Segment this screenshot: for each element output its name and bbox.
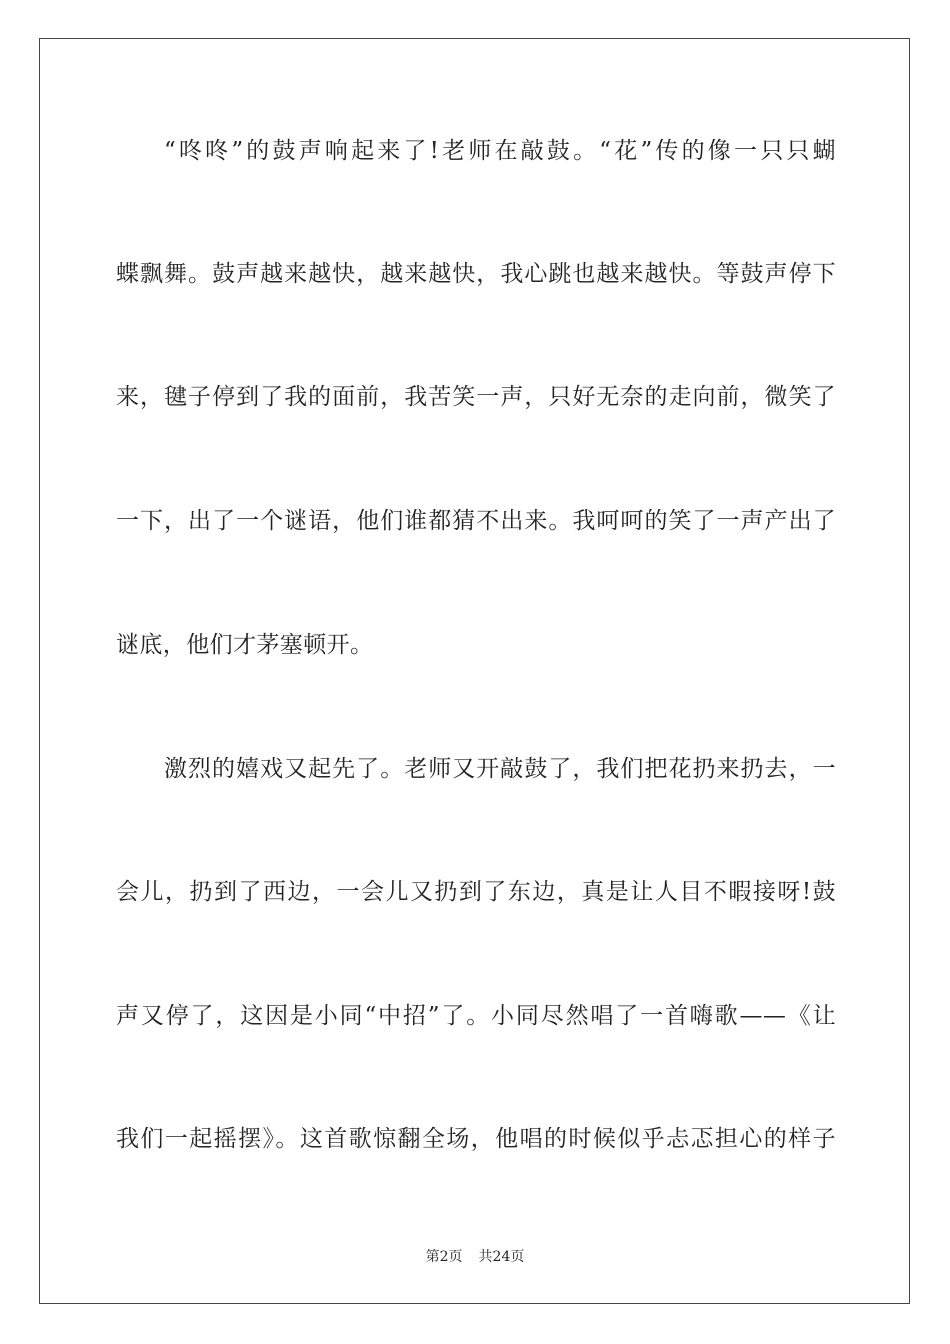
paragraph-1-line-4: 一下，出了一个谜语，他们谁都猜不出来。我呵呵的笑了一声产出了 [116,508,836,534]
paragraph-2-line-1: 激烈的嬉戏又起先了。老师又开敲鼓了，我们把花扔来扔去，一 [164,756,836,782]
paragraph-2-line-3: 声又停了，这因是小同“中招”了。小同尽然唱了一首嗨歌——《让 [116,1003,836,1029]
page-border [39,38,910,1304]
paragraph-2-line-2: 会儿，扔到了西边，一会儿又扔到了东边，真是让人目不暇接呀!鼓 [116,879,836,905]
paragraph-1-line-2: 蝶飘舞。鼓声越来越快，越来越快，我心跳也越来越快。等鼓声停下 [116,261,836,287]
page-footer [0,1246,950,1266]
paragraph-1-line-3: 来，毽子停到了我的面前，我苦笑一声，只好无奈的走向前，微笑了 [116,384,836,410]
page-total: 共24页 [478,1249,525,1265]
paragraph-1-line-1: “咚咚”的鼓声响起来了!老师在敲鼓。“花”传的像一只只蝴 [164,138,836,164]
paragraph-2-line-4: 我们一起摇摆》。这首歌惊翻全场，他唱的时候似乎忐忑担心的样子 [116,1126,836,1152]
page-number: 第2页 [425,1249,463,1265]
paragraph-1-line-5: 谜底，他们才茅塞顿开。 [116,632,374,658]
